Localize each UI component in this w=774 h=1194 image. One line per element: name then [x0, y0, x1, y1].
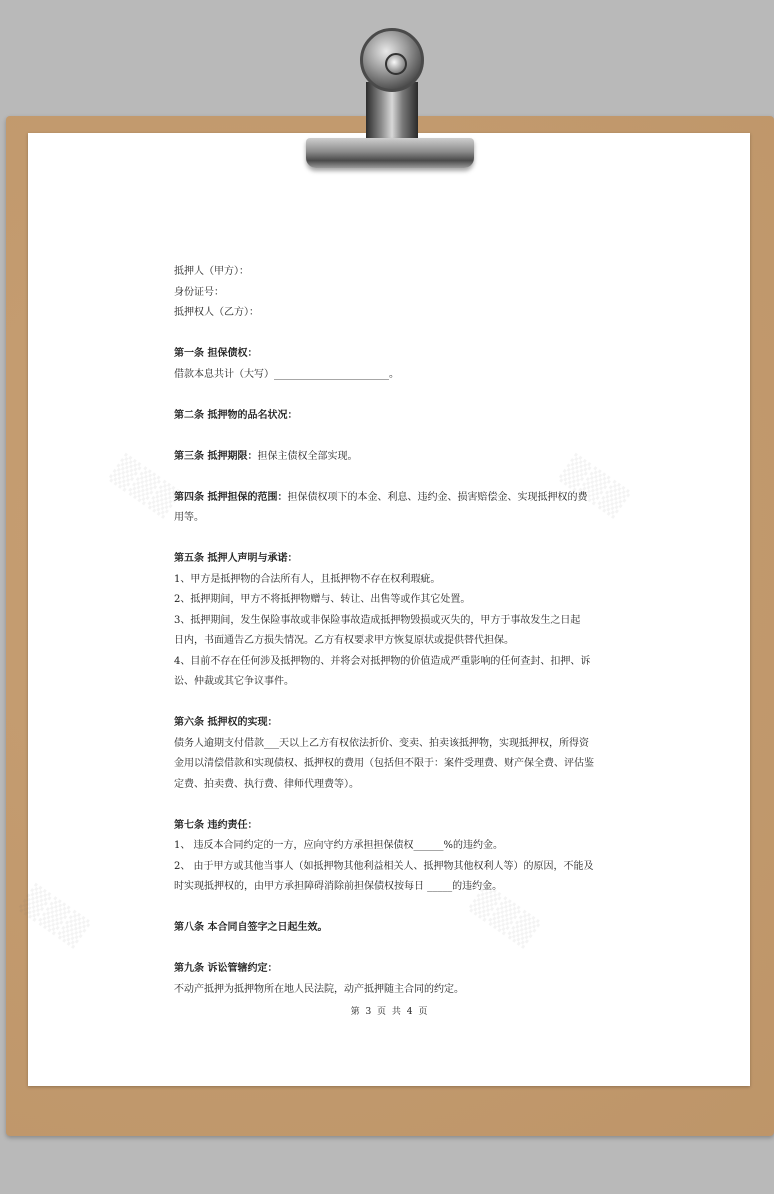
article-6-line: 定费、拍卖费、执行费、律师代理费等）。: [174, 778, 359, 790]
article-1-body: 借款本息共计（大写）_______________________。: [174, 368, 399, 380]
article-7-title: 第七条 违约责任：: [174, 819, 258, 831]
clip-base: [306, 138, 474, 168]
article-6-line: 金用以清偿借款和实现债权、抵押权的费用（包括但不限于：案件受理费、财产保全费、评估鉴: [174, 758, 594, 769]
mortgagee-line: 抵押权人（乙方）：: [174, 307, 259, 318]
clip-hole: [385, 53, 407, 75]
watermark: ▒▒▒: [556, 452, 634, 521]
article-4: [174, 488, 604, 509]
article-6-title: 第六条 抵押权的实现：: [174, 717, 278, 728]
article-3-title: 第三条 抵押期限：: [174, 450, 258, 462]
article-1-title: 第一条 担保债权：: [174, 348, 258, 359]
id-number-line: 身份证号：: [174, 286, 224, 298]
article-5-line: 日内，书面通告乙方损失情况。乙方有权要求甲方恢复原状或提供替代担保。: [174, 635, 514, 646]
article-9-title: 第九条 诉讼管辖约定：: [174, 963, 278, 974]
article-7-line: 2、 由于甲方或其他当事人（如抵押物其他利益相关人、抵押物其他权利人等）的原因，不能及: [174, 860, 594, 872]
article-8-title: 第八条 本合同自签字之日起生效。: [174, 922, 328, 933]
watermark: ▒▒▒: [16, 882, 94, 951]
article-6-line: 债务人逾期支付借款___天以上乙方有权依法折价、变卖、拍卖该抵押物，实现抵押权，所得资: [174, 737, 589, 749]
article-5-line: 2、抵押期间，甲方不将抵押物赠与、转让、出售等或作其它处置。: [174, 594, 471, 605]
article-9-body: 不动产抵押为抵押物所在地人民法院，动产抵押随主合同的约定。: [174, 983, 464, 995]
article-5-line: 1、甲方是抵押物的合法所有人，且抵押物不存在权利瑕疵。: [174, 573, 441, 585]
mortgagor-line: 抵押人（甲方）：: [174, 266, 249, 277]
article-5-line: 4、目前不存在任何涉及抵押物的、并将会对抵押物的价值造成严重影响的任何查封、扣押、诉: [174, 655, 591, 667]
contract-body: [174, 262, 604, 1000]
article-4-body-cont: 用等。: [174, 512, 204, 523]
article-7-line: 1、 违反本合同约定的一方，应向守约方承担担保债权______%的违约金。: [174, 840, 504, 851]
article-2-title: 第二条 抵押物的品名状况：: [174, 409, 298, 421]
article-7-line: 时实现抵押权的，由甲方承担障碍消除前担保债权按每日 _____的违约金。: [174, 881, 503, 892]
article-5-title: 第五条 抵押人声明与承诺：: [174, 553, 298, 564]
article-4-title: 第四条 抵押担保的范围：: [174, 491, 288, 503]
binder-clip-icon: [360, 28, 424, 92]
watermark: ▒▒▒: [466, 882, 544, 951]
article-3: [174, 447, 604, 468]
article-3-body: 担保主债权全部实现。: [257, 450, 358, 462]
watermark: ▒▒▒: [106, 452, 184, 521]
article-4-body: 担保债权项下的本金、利息、违约金、损害赔偿金、实现抵押权的费: [287, 491, 588, 503]
article-5-line: 讼、仲裁或其它争议事件。: [174, 676, 294, 687]
article-5-line: 3、抵押期间，发生保险事故或非保险事故造成抵押物毁损或灭失的，甲方于事故发生之日起: [174, 614, 581, 626]
page-number: 第 3 页 共 4 页: [350, 1007, 428, 1017]
